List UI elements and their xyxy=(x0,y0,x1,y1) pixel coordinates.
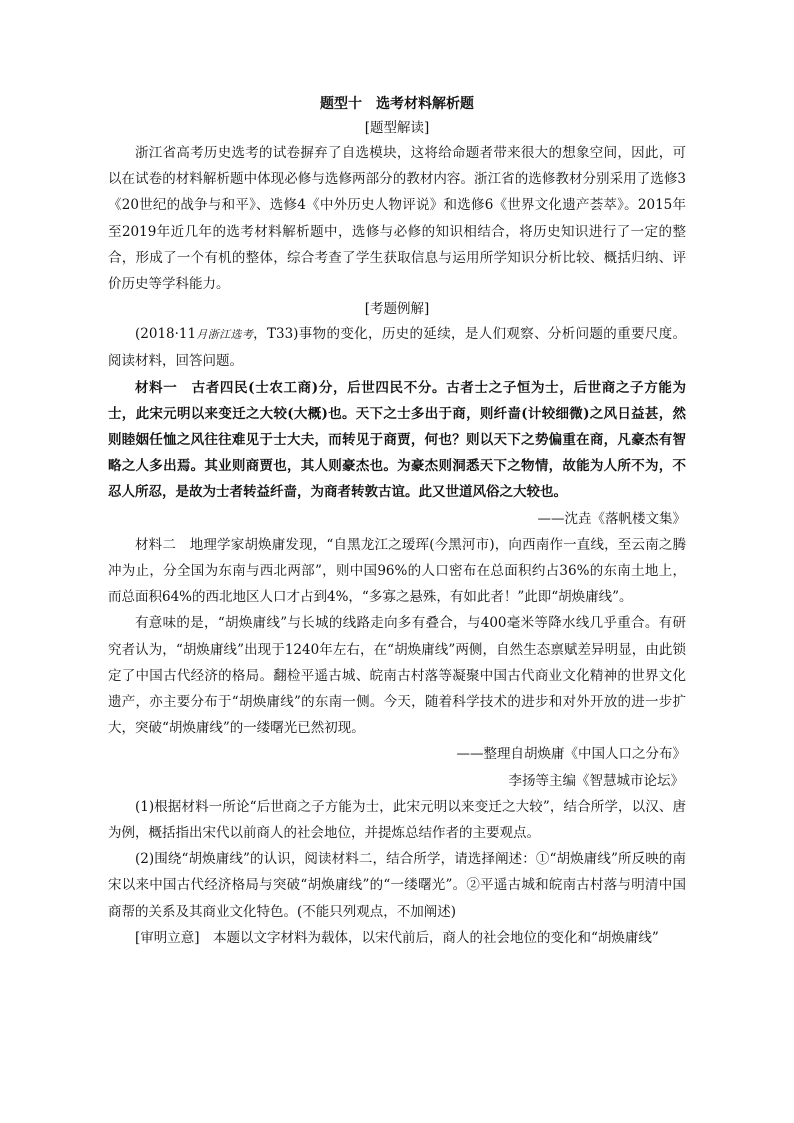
question-source-tag: 月浙江选考 xyxy=(196,328,254,342)
material-two-source-1: ——整理自胡焕庸《中国人口之分布》 xyxy=(456,746,686,763)
question-lead: ，T33)事物的变化，历史的延续，是人们观察、分析问题的重要尺度。阅读材料，回答问题。 xyxy=(108,326,687,370)
section-heading-examples: [考题例解] xyxy=(364,301,430,318)
intro-paragraph: 浙江省高考历史选考的试卷摒弃了自选模块，这将给命题者带来很大的想象空间，因此，可以在试卷的材料解析题中体现必修与选修两部分的教材内容。浙江省的选修教材分别采用了选修3《20世纪的战争与和平》、选修4《中外历史人物评说》和选修6《世界文化遗产荟萃》。2015年至2019年近几年的选考材料解析题中，选修与必修的知识相结合，将历史知识进行了一定的整合，形成了一个有机的整体，综合考查了学生获取信息与运用所学知识分析比较、概括归纳、评价历史等学科能力。 xyxy=(108,145,686,293)
document-page xyxy=(108,92,686,951)
question-lead-paragraph xyxy=(108,321,686,374)
question-two: (2)围绕“胡焕庸线”的认识，阅读材料二，结合所学，请选择阐述：①“胡焕庸线”所反映的南宋以来中国古代经济格局与突破“胡焕庸线”的“一缕曙光”。②平遥古城和皖南古村落与明清中国商帮的关系及其商业文化特色。(不能只列观点，不加阐述) xyxy=(108,851,686,920)
material-two-paragraph-1: 材料二 地理学家胡焕庸发现，“自黑龙江之瑷珲(今黑河市)，向西南作一直线，至云南之腾冲为止，分全国为东南与西北两部”，则中国96%的人口密布在总面积约占36%的东南土地上，而总面积64%的西北地区人口才占到4%，“多寡之悬殊，有如此者！”此即“胡焕庸线”。 xyxy=(108,536,686,606)
material-one-source: ——沈垚《落帆楼文集》 xyxy=(537,510,686,527)
question-one: (1)根据材料一所论“后世商之子方能为士，此宋元明以来变迁之大较”，结合所学，以汉、唐为例，概括指出宋代以前商人的社会地位，并提炼总结作者的主要观点。 xyxy=(108,798,686,842)
material-one-paragraph: 材料一 古者四民(士农工商)分，后世四民不分。古者士之子恒为士，后世商之子方能为士，此宋元明以来变迁之大较(大概)也。天下之士多出于商，则纤啬(计较细微)之风日益甚，然则睦姻任恤之风往往难见于士大夫，而转见于商贾，何也？则以天下之势偏重在商，凡豪杰有智略之人多出焉。其业则商贾也，其人则豪杰也。为豪杰则洞悉天下之物情，故能为人所不为，不忍人所忍，是故为士者转益纤啬，为商者转敦古谊。此又世道风俗之大较也。 xyxy=(108,379,686,501)
question-source: (2018·11 xyxy=(135,326,197,343)
section-heading-interpretation: [题型解读] xyxy=(364,120,430,136)
material-two-source-2: 李扬等主编《智慧城市论坛》 xyxy=(508,772,684,789)
page-title: 题型十 选考材料解析题 xyxy=(320,96,474,112)
analysis-paragraph: [审明立意] 本题以文字材料为载体，以宋代前后，商人的社会地位的变化和“胡焕庸线” xyxy=(135,929,659,946)
material-two-paragraph-2: 有意味的是，“胡焕庸线”与长城的线路走向多有叠合，与400毫米等降水线几乎重合。有研究者认为，“胡焕庸线”出现于1240年左右，在“胡焕庸线”两侧，自然生态禀赋差异明显，由此锁定了中国古代经济的格局。翻检平遥古城、皖南古村落等凝聚中国古代商业文化精神的世界文化遗产，亦主要分布于“胡焕庸线”的东南一侧。今天，随着科学技术的进步和对外开放的进一步扩大，突破“胡焕庸线”的一缕曙光已然初现。 xyxy=(108,615,686,737)
